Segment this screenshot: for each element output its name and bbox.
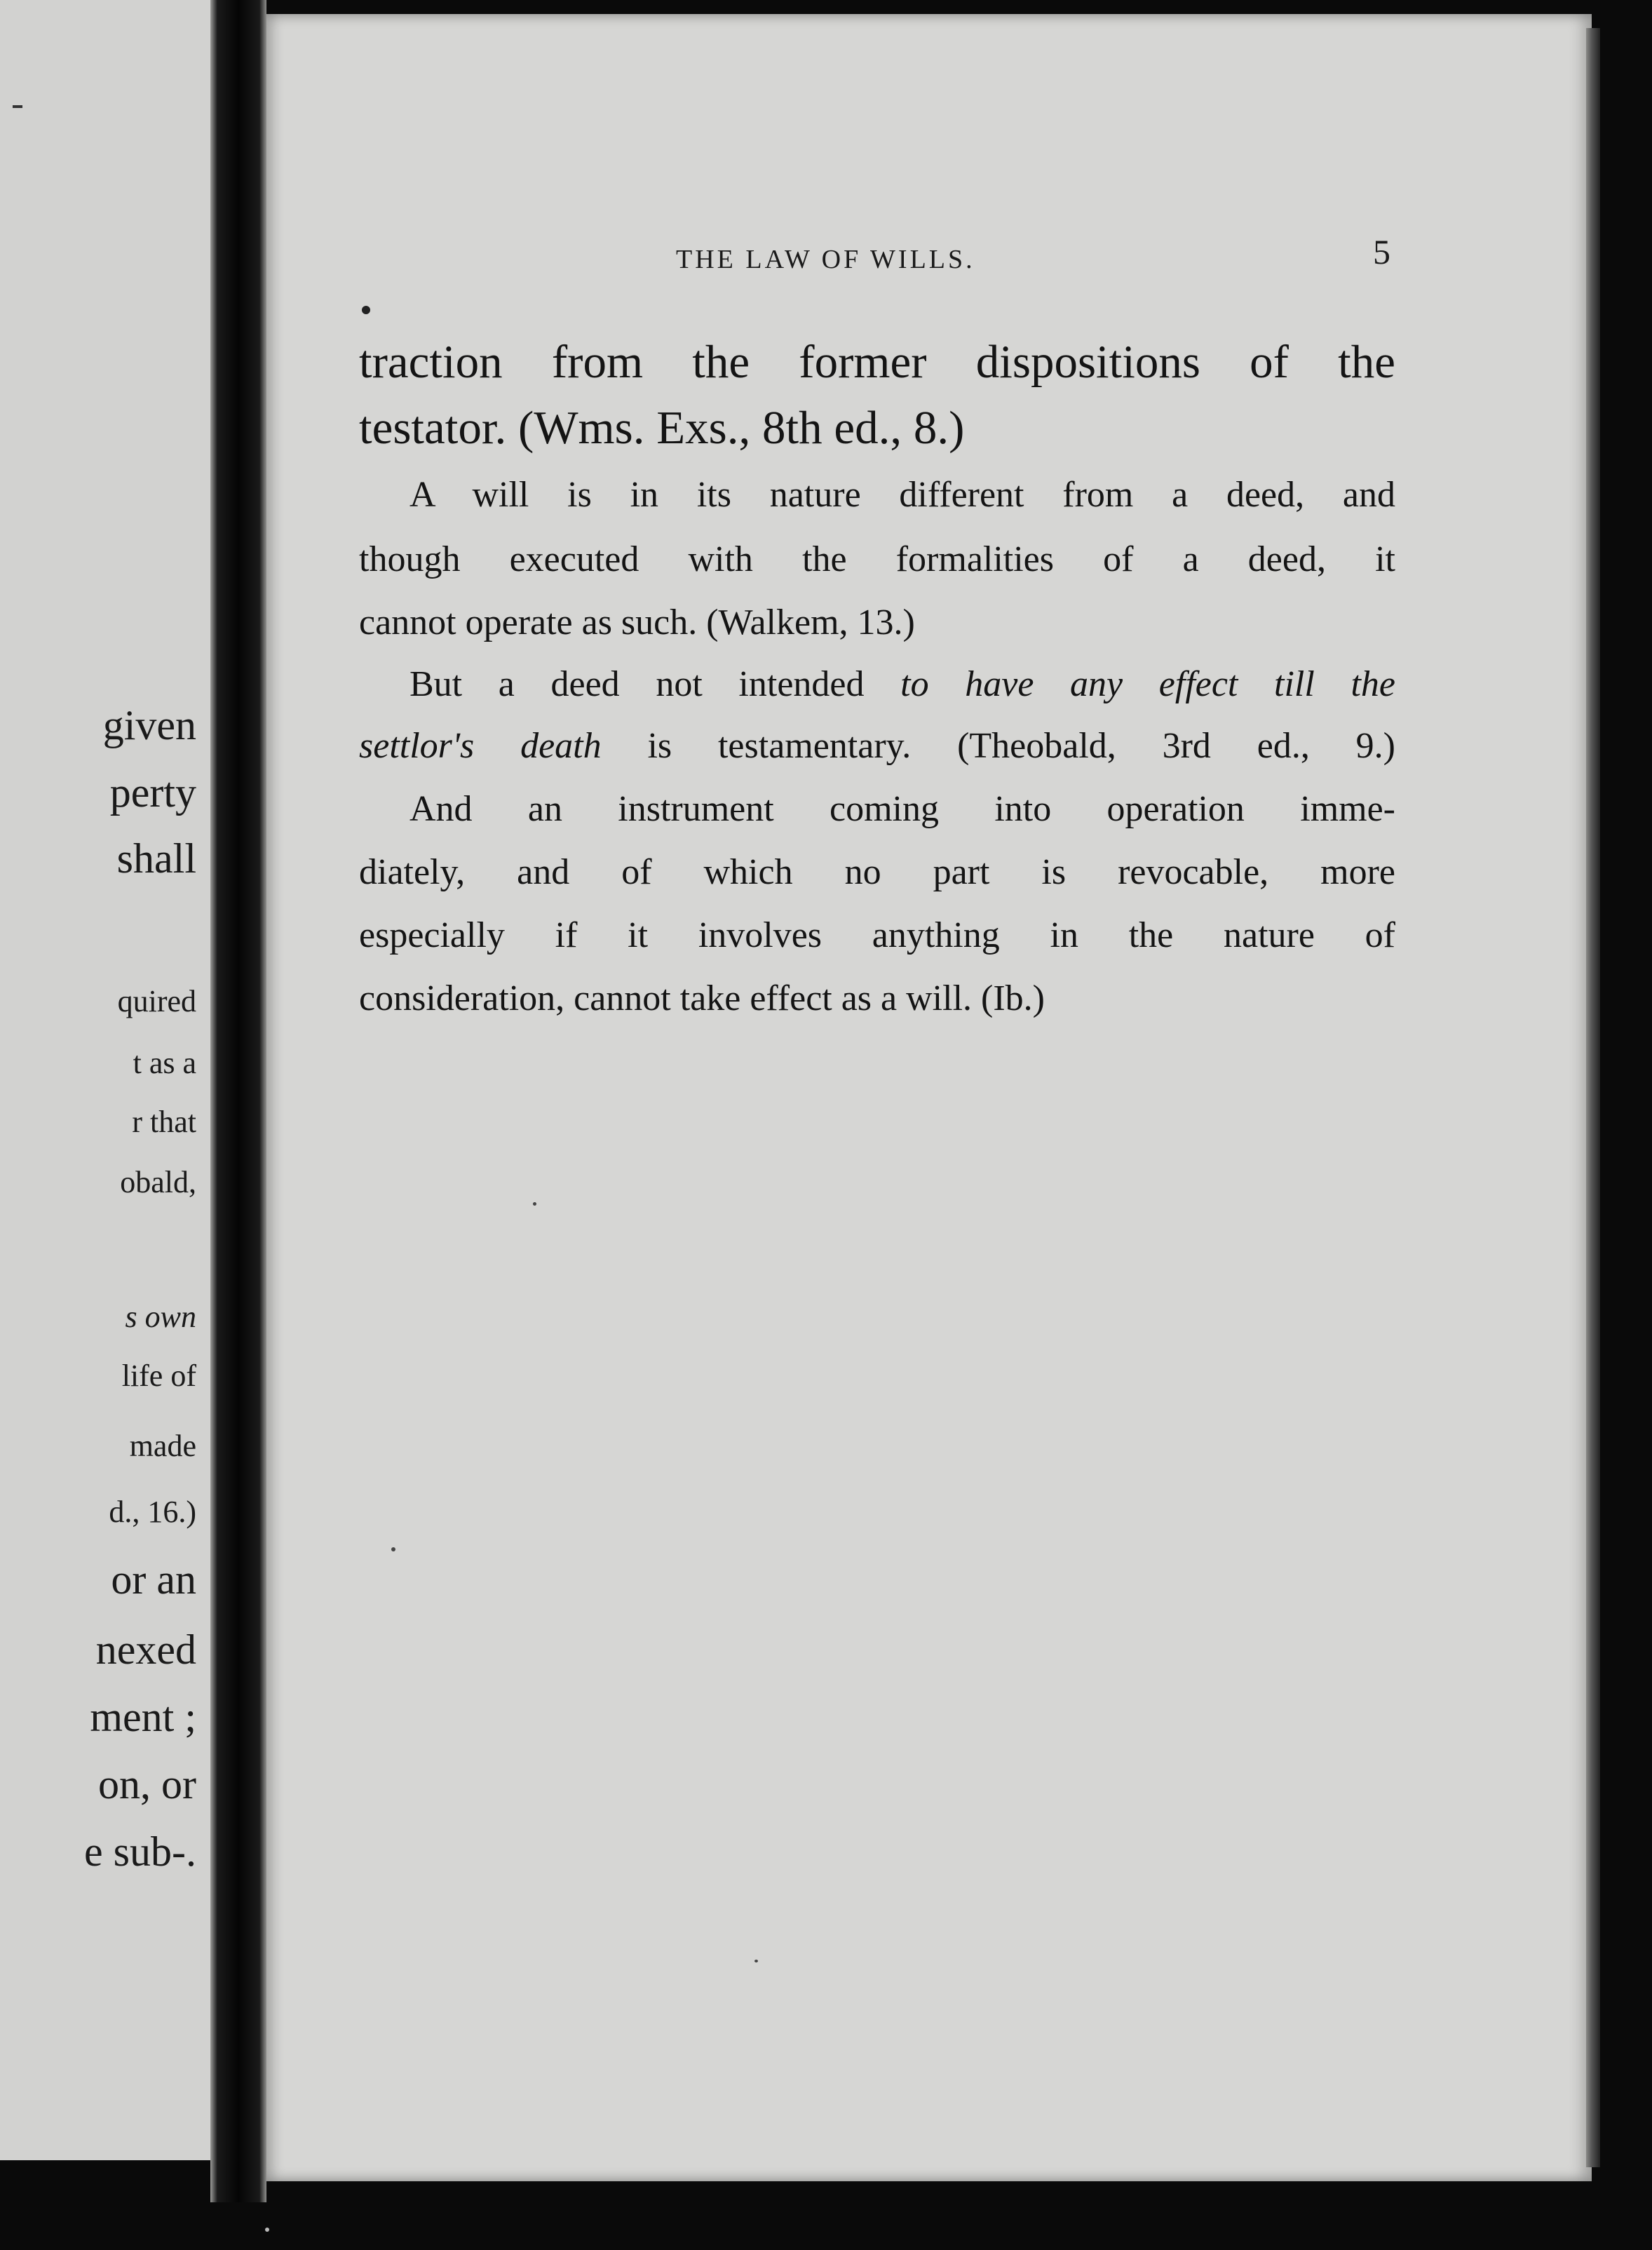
scan-speck — [391, 1547, 395, 1551]
left-fragment: obald, — [120, 1165, 196, 1199]
left-fragment: made — [129, 1429, 196, 1463]
body-line — [409, 663, 1395, 705]
body-line: A will is in its nature different from a deed, and — [409, 475, 1395, 515]
left-fragment: r that — [132, 1105, 196, 1139]
scan-speck — [533, 1202, 536, 1206]
body-line — [359, 725, 1395, 767]
left-fragment: d., 16.) — [109, 1495, 196, 1529]
left-fragment: given — [102, 702, 196, 748]
left-page-mark — [13, 105, 22, 108]
left-fragment: on, or — [98, 1761, 196, 1807]
book-gutter — [210, 0, 266, 2202]
running-head: THE LAW OF WILLS. — [676, 245, 975, 274]
left-fragment: nexed — [95, 1626, 196, 1673]
body-line: though executed with the formalities of a deed, it — [359, 539, 1395, 579]
left-fragment: life of — [121, 1359, 196, 1393]
scan-speck — [754, 1960, 758, 1962]
body-line: testator. (Wms. Exs., 8th ed., 8.) — [359, 402, 965, 454]
italic-text: to have any effect till the — [900, 664, 1395, 704]
body-line: traction from the former dispositions of the — [359, 336, 1395, 388]
page-number: 5 — [1373, 232, 1390, 271]
page-edge — [1586, 28, 1600, 2167]
left-fragment: e sub-. — [84, 1828, 196, 1875]
ink-dot — [362, 306, 370, 314]
body-line: diately, and of which no part is revocable, more — [359, 852, 1395, 892]
left-fragment: shall — [116, 835, 196, 882]
body-text: But a deed not intended — [409, 664, 901, 704]
left-facing-page — [0, 0, 210, 2160]
italic-text: settlor's death — [359, 726, 602, 766]
left-fragment: quired — [117, 984, 196, 1018]
body-line: cannot operate as such. (Walkem, 13.) — [359, 602, 915, 642]
left-fragment: or an — [111, 1556, 196, 1603]
left-fragment: perty — [109, 769, 196, 816]
left-fragment: ment ; — [90, 1694, 196, 1740]
body-line: consideration, cannot take effect as a will. (Ib.) — [359, 978, 1045, 1018]
left-fragment: s own — [125, 1300, 196, 1334]
left-fragment: t as a — [133, 1046, 196, 1080]
body-text: is testamentary. (Theobald, 3rd ed., 9.) — [601, 726, 1396, 766]
body-line: And an instrument coming into operation imme- — [409, 789, 1395, 829]
scan-speck — [265, 2228, 269, 2232]
body-line: especially if it involves anything in the nature of — [359, 915, 1395, 955]
